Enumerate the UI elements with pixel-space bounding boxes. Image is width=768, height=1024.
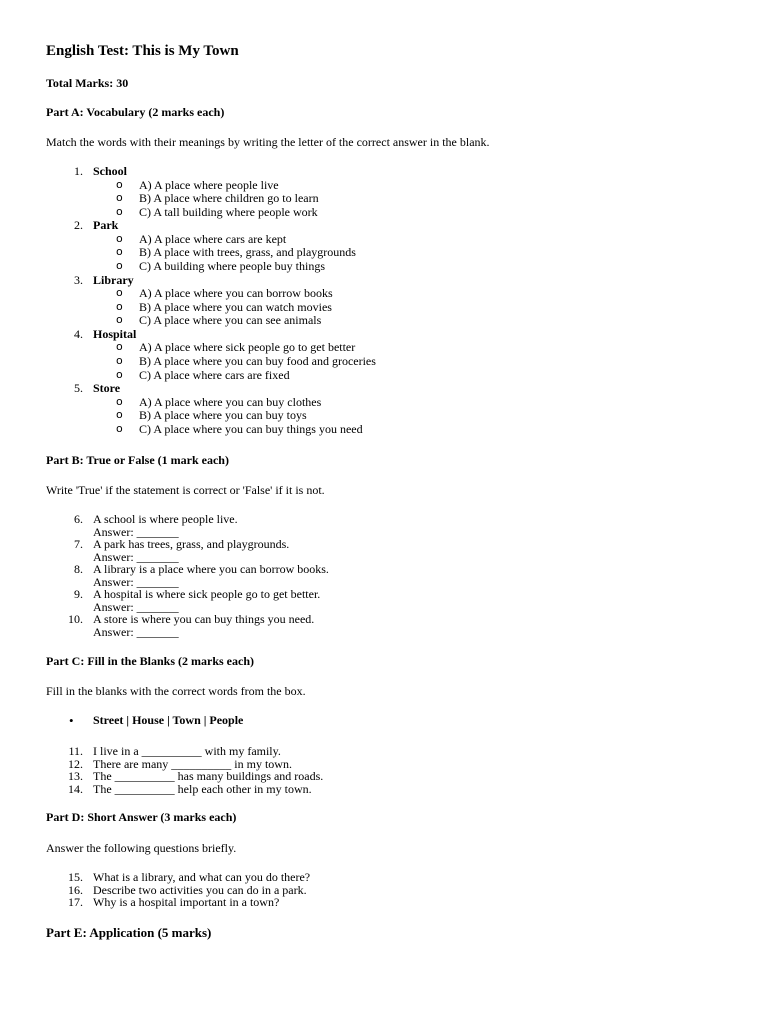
list-item: 1. School o A) A place where people live o B) A place where children go to learn o C) A tall building where people work	[46, 165, 376, 219]
bullet-icon: •	[69, 713, 74, 728]
part-b-instruction: Write 'True' if the statement is correct or 'False' if it is not.	[46, 483, 325, 497]
circle-bullet-icon: o	[116, 191, 123, 205]
list-item: 5. Store o A) A place where you can buy clothes o B) A place where you can buy toys o C) A place where you can buy things you need	[46, 382, 376, 436]
circle-bullet-icon: o	[116, 299, 123, 313]
list-item: 16. Describe two activities you can do in a park.	[68, 882, 307, 897]
list-item: 6. A school is where people live. Answer: _______	[46, 513, 329, 538]
option-item: o C) A place where you can see animals	[116, 313, 322, 328]
option-item: o A) A place where cars are kept	[116, 231, 287, 246]
circle-bullet-icon: o	[116, 408, 123, 422]
circle-bullet-icon: o	[116, 231, 123, 245]
vocab-word: Library	[93, 272, 134, 287]
list-item: 11. I live in a __________ with my family.	[68, 744, 281, 758]
part-d-list	[46, 871, 310, 909]
answer-blank: Answer: _______	[93, 524, 179, 539]
list-item: 10. A store is where you can buy things you need. Answer: _______	[46, 613, 329, 638]
vocab-word: Park	[93, 218, 119, 233]
circle-bullet-icon: o	[116, 421, 123, 435]
part-a-list	[46, 165, 376, 436]
list-item: 2. Park o A) A place where cars are kept o B) A place with trees, grass, and playgrounds o C) A building where people buy things	[46, 219, 376, 273]
option-item: o B) A place with trees, grass, and playgrounds	[116, 245, 356, 260]
word-box	[46, 714, 243, 728]
list-item: 12. There are many __________ in my town.	[68, 756, 292, 771]
option-item: o A) A place where you can borrow books	[116, 286, 333, 301]
option-item: o A) A place where you can buy clothes	[116, 394, 322, 409]
part-d-heading: Part D: Short Answer (3 marks each)	[46, 810, 237, 824]
part-c-list	[46, 745, 323, 795]
part-a-heading: Part A: Vocabulary (2 marks each)	[46, 105, 225, 119]
circle-bullet-icon: o	[116, 353, 123, 367]
total-marks: Total Marks: 30	[46, 76, 129, 90]
circle-bullet-icon: o	[116, 367, 123, 381]
part-b-heading: Part B: True or False (1 mark each)	[46, 453, 229, 467]
option-item: o C) A place where you can buy things you need	[116, 421, 363, 436]
vocab-word: School	[93, 164, 128, 178]
part-c-instruction: Fill in the blanks with the correct words from the box.	[46, 684, 306, 698]
answer-blank: Answer: _______	[93, 624, 179, 639]
option-item: o B) A place where you can watch movies	[116, 299, 332, 314]
option-item: o C) A place where cars are fixed	[116, 367, 290, 382]
list-item: 8. A library is a place where you can borrow books. Answer: _______	[74, 562, 329, 589]
list-item: 13. The __________ has many buildings and roads.	[68, 769, 324, 783]
option-item: o C) A building where people buy things	[116, 258, 325, 273]
circle-bullet-icon: o	[116, 394, 123, 408]
option-item: o B) A place where children go to learn	[116, 191, 319, 206]
vocab-word: Hospital	[93, 326, 137, 341]
circle-bullet-icon: o	[116, 204, 123, 218]
circle-bullet-icon: o	[116, 286, 123, 300]
list-item: 15. What is a library, and what can you do there?	[68, 870, 311, 884]
list-item: 7. A park has trees, grass, and playgrounds. Answer: _______	[46, 538, 329, 563]
answer-blank: Answer: _______	[93, 599, 179, 614]
circle-bullet-icon: o	[116, 177, 123, 191]
part-b-list	[46, 513, 329, 638]
option-item: o C) A tall building where people work	[116, 204, 318, 219]
page-title: English Test: This is My Town	[46, 43, 239, 59]
answer-blank: Answer: _______	[93, 549, 179, 564]
option-item: o A) A place where sick people go to get better	[116, 340, 356, 355]
option-item: o B) A place where you can buy toys	[116, 408, 307, 423]
part-a-instruction: Match the words with their meanings by writing the letter of the correct answer in the blank.	[46, 135, 490, 149]
circle-bullet-icon: o	[116, 245, 123, 259]
circle-bullet-icon: o	[116, 340, 123, 354]
circle-bullet-icon: o	[116, 258, 123, 272]
list-item: 14. The __________ help each other in my town.	[68, 781, 312, 796]
vocab-word: Store	[93, 381, 121, 396]
option-item: o B) A place where you can buy food and groceries	[116, 353, 376, 368]
list-item: 3. Library o A) A place where you can borrow books o B) A place where you can watch movies o C) A place where you can see animals	[46, 274, 376, 328]
answer-blank: Answer: _______	[93, 574, 179, 589]
part-c-heading: Part C: Fill in the Blanks (2 marks each)	[46, 654, 254, 668]
list-item: 4. Hospital o A) A place where sick people go to get better o B) A place where you can buy food and groceries o C) A place where cars are fixed	[74, 326, 376, 382]
circle-bullet-icon: o	[116, 313, 123, 327]
list-item: 9. A hospital is where sick people go to get better. Answer: _______	[46, 588, 329, 613]
part-e-heading: Part E: Application (5 marks)	[46, 925, 212, 940]
option-item: o A) A place where people live	[116, 177, 279, 192]
list-item: 17. Why is a hospital important in a town?	[68, 895, 280, 909]
part-d-instruction: Answer the following questions briefly.	[46, 841, 237, 855]
word-box-item: • Street | House | Town | People	[69, 713, 244, 728]
